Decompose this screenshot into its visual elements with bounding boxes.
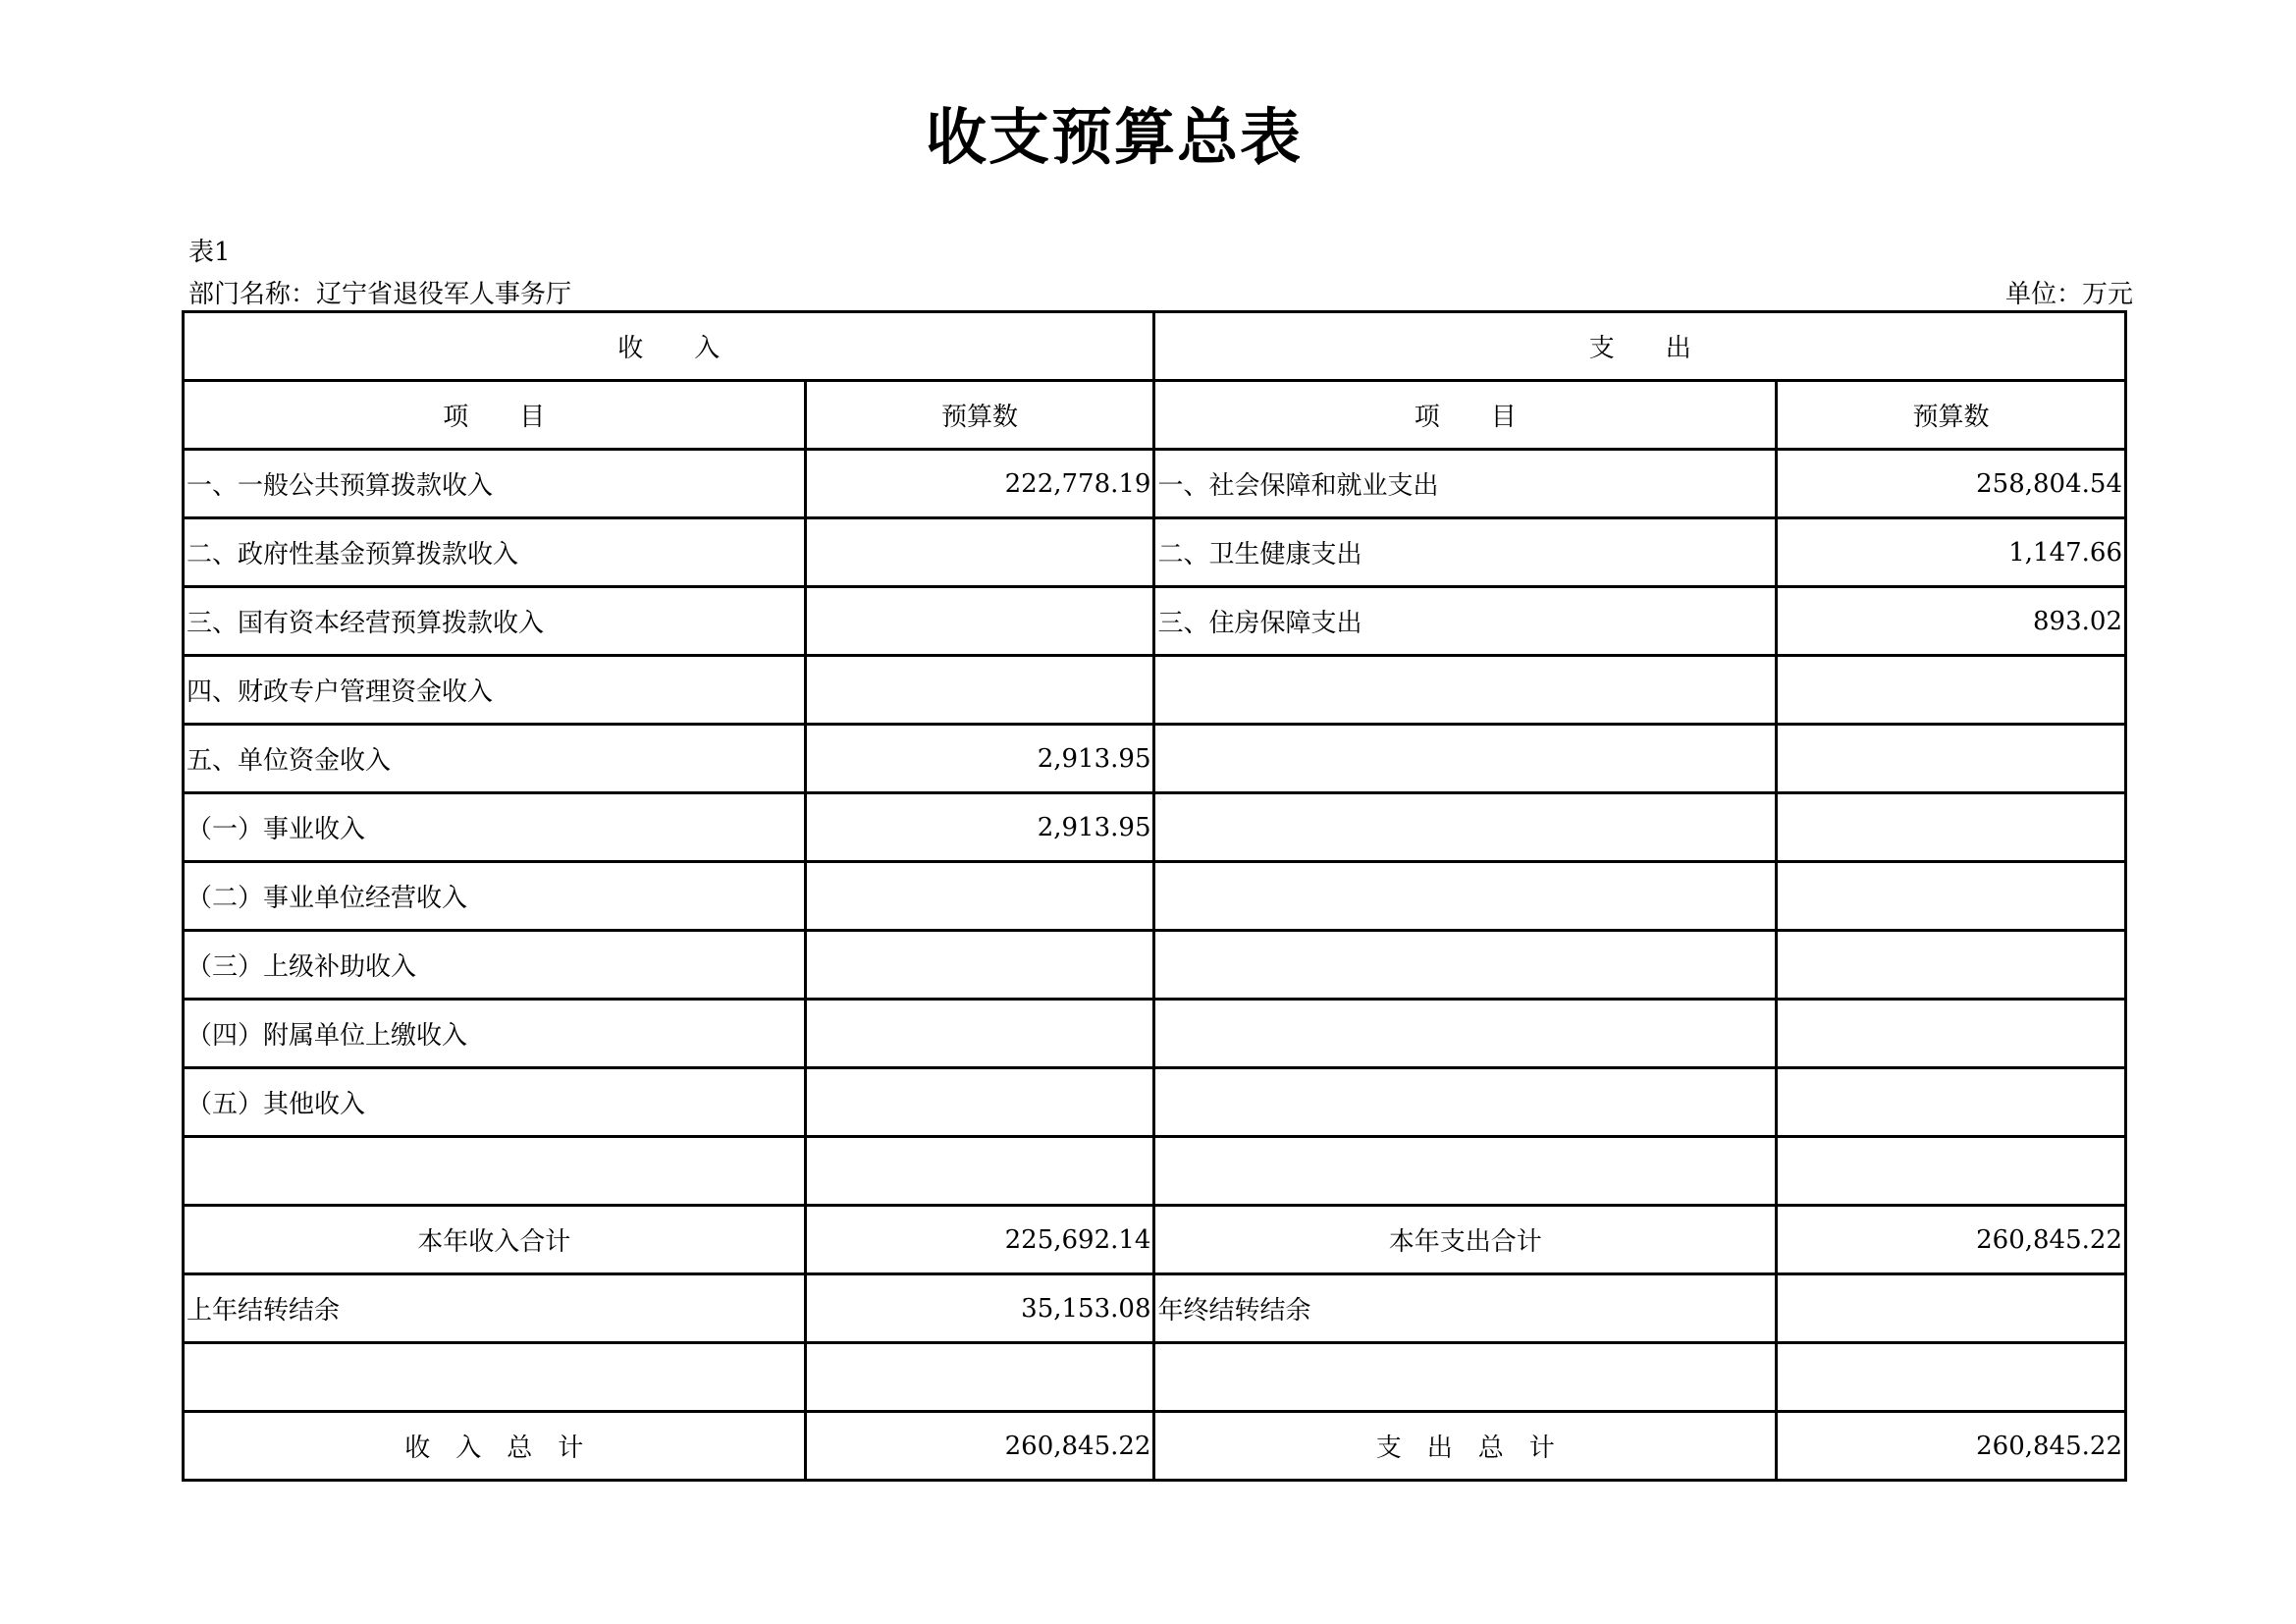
table-row <box>184 587 2126 656</box>
table-row <box>184 862 2126 931</box>
expense-item <box>1154 656 1777 725</box>
column-header-row <box>184 381 2126 450</box>
table-row <box>184 931 2126 1000</box>
income-carryover-label: 上年结转结余 <box>184 1274 806 1343</box>
expense-amount <box>1776 725 2125 793</box>
income-amount <box>805 587 1154 656</box>
expense-amount-header: 预算数 <box>1776 381 2125 450</box>
page-title: 收支预算总表 <box>925 101 1303 173</box>
income-total-amount: 260,845.22 <box>805 1412 1154 1481</box>
expense-item <box>1154 931 1777 1000</box>
income-item: 五、单位资金收入 <box>184 725 806 793</box>
expense-section-header: 支 出 <box>1154 312 2126 381</box>
table-number: 表1 <box>188 238 231 267</box>
expense-item: 三、住房保障支出 <box>1154 587 1777 656</box>
blank-cell <box>1776 1343 2125 1412</box>
total-row <box>184 1412 2126 1481</box>
carryover-row <box>184 1274 2126 1343</box>
income-amount <box>805 1000 1154 1068</box>
section-header-row <box>184 312 2126 381</box>
income-amount: 222,778.19 <box>805 450 1154 518</box>
income-item: 一、一般公共预算拨款收入 <box>184 450 806 518</box>
expense-item <box>1154 1137 1777 1206</box>
expense-amount <box>1776 656 2125 725</box>
table-row <box>184 1137 2126 1206</box>
department-name: 部门名称：辽宁省退役军人事务厅 <box>188 280 572 309</box>
income-amount: 2,913.95 <box>805 793 1154 862</box>
table-row <box>184 725 2126 793</box>
expense-amount <box>1776 1137 2125 1206</box>
income-total-label: 收 入 总 计 <box>184 1412 806 1481</box>
expense-amount <box>1776 1000 2125 1068</box>
blank-cell <box>1154 1343 1777 1412</box>
income-item: （三）上级补助收入 <box>184 931 806 1000</box>
expense-amount <box>1776 1068 2125 1137</box>
unit-label: 单位：万元 <box>2004 280 2133 309</box>
income-amount <box>805 1137 1154 1206</box>
income-item: （四）附属单位上缴收入 <box>184 1000 806 1068</box>
income-subtotal-label: 本年收入合计 <box>184 1206 806 1274</box>
expense-subtotal-label: 本年支出合计 <box>1154 1206 1777 1274</box>
expense-item-header: 项 目 <box>1154 381 1777 450</box>
expense-total-amount: 260,845.22 <box>1776 1412 2125 1481</box>
expense-item <box>1154 1000 1777 1068</box>
expense-carryover-label: 年终结转结余 <box>1154 1274 1777 1343</box>
income-amount <box>805 518 1154 587</box>
expense-item <box>1154 793 1777 862</box>
expense-amount: 1,147.66 <box>1776 518 2125 587</box>
expense-amount: 893.02 <box>1776 587 2125 656</box>
income-section-header: 收 入 <box>184 312 1154 381</box>
expense-total-label: 支 出 总 计 <box>1154 1412 1777 1481</box>
income-item-header: 项 目 <box>184 381 806 450</box>
income-amount: 2,913.95 <box>805 725 1154 793</box>
income-amount <box>805 656 1154 725</box>
income-item <box>184 1137 806 1206</box>
income-amount <box>805 1068 1154 1137</box>
income-subtotal-amount: 225,692.14 <box>805 1206 1154 1274</box>
income-amount <box>805 862 1154 931</box>
expense-subtotal-amount: 260,845.22 <box>1776 1206 2125 1274</box>
income-carryover-amount: 35,153.08 <box>805 1274 1154 1343</box>
income-item: （五）其他收入 <box>184 1068 806 1137</box>
income-amount-header: 预算数 <box>805 381 1154 450</box>
budget-table <box>182 310 2127 1482</box>
expense-amount: 258,804.54 <box>1776 450 2125 518</box>
table-row <box>184 1068 2126 1137</box>
expense-amount <box>1776 931 2125 1000</box>
expense-item <box>1154 725 1777 793</box>
expense-item <box>1154 862 1777 931</box>
expense-item <box>1154 1068 1777 1137</box>
expense-carryover-amount <box>1776 1274 2125 1343</box>
blank-row <box>184 1343 2126 1412</box>
income-amount <box>805 931 1154 1000</box>
expense-item: 二、卫生健康支出 <box>1154 518 1777 587</box>
expense-item: 一、社会保障和就业支出 <box>1154 450 1777 518</box>
blank-cell <box>184 1343 806 1412</box>
blank-cell <box>805 1343 1154 1412</box>
table-row <box>184 450 2126 518</box>
table-row <box>184 793 2126 862</box>
income-item: （二）事业单位经营收入 <box>184 862 806 931</box>
income-item: 三、国有资本经营预算拨款收入 <box>184 587 806 656</box>
table-row <box>184 518 2126 587</box>
income-item: 四、财政专户管理资金收入 <box>184 656 806 725</box>
subtotal-row <box>184 1206 2126 1274</box>
table-row <box>184 656 2126 725</box>
income-item: （一）事业收入 <box>184 793 806 862</box>
expense-amount <box>1776 862 2125 931</box>
table-row <box>184 1000 2126 1068</box>
income-item: 二、政府性基金预算拨款收入 <box>184 518 806 587</box>
expense-amount <box>1776 793 2125 862</box>
